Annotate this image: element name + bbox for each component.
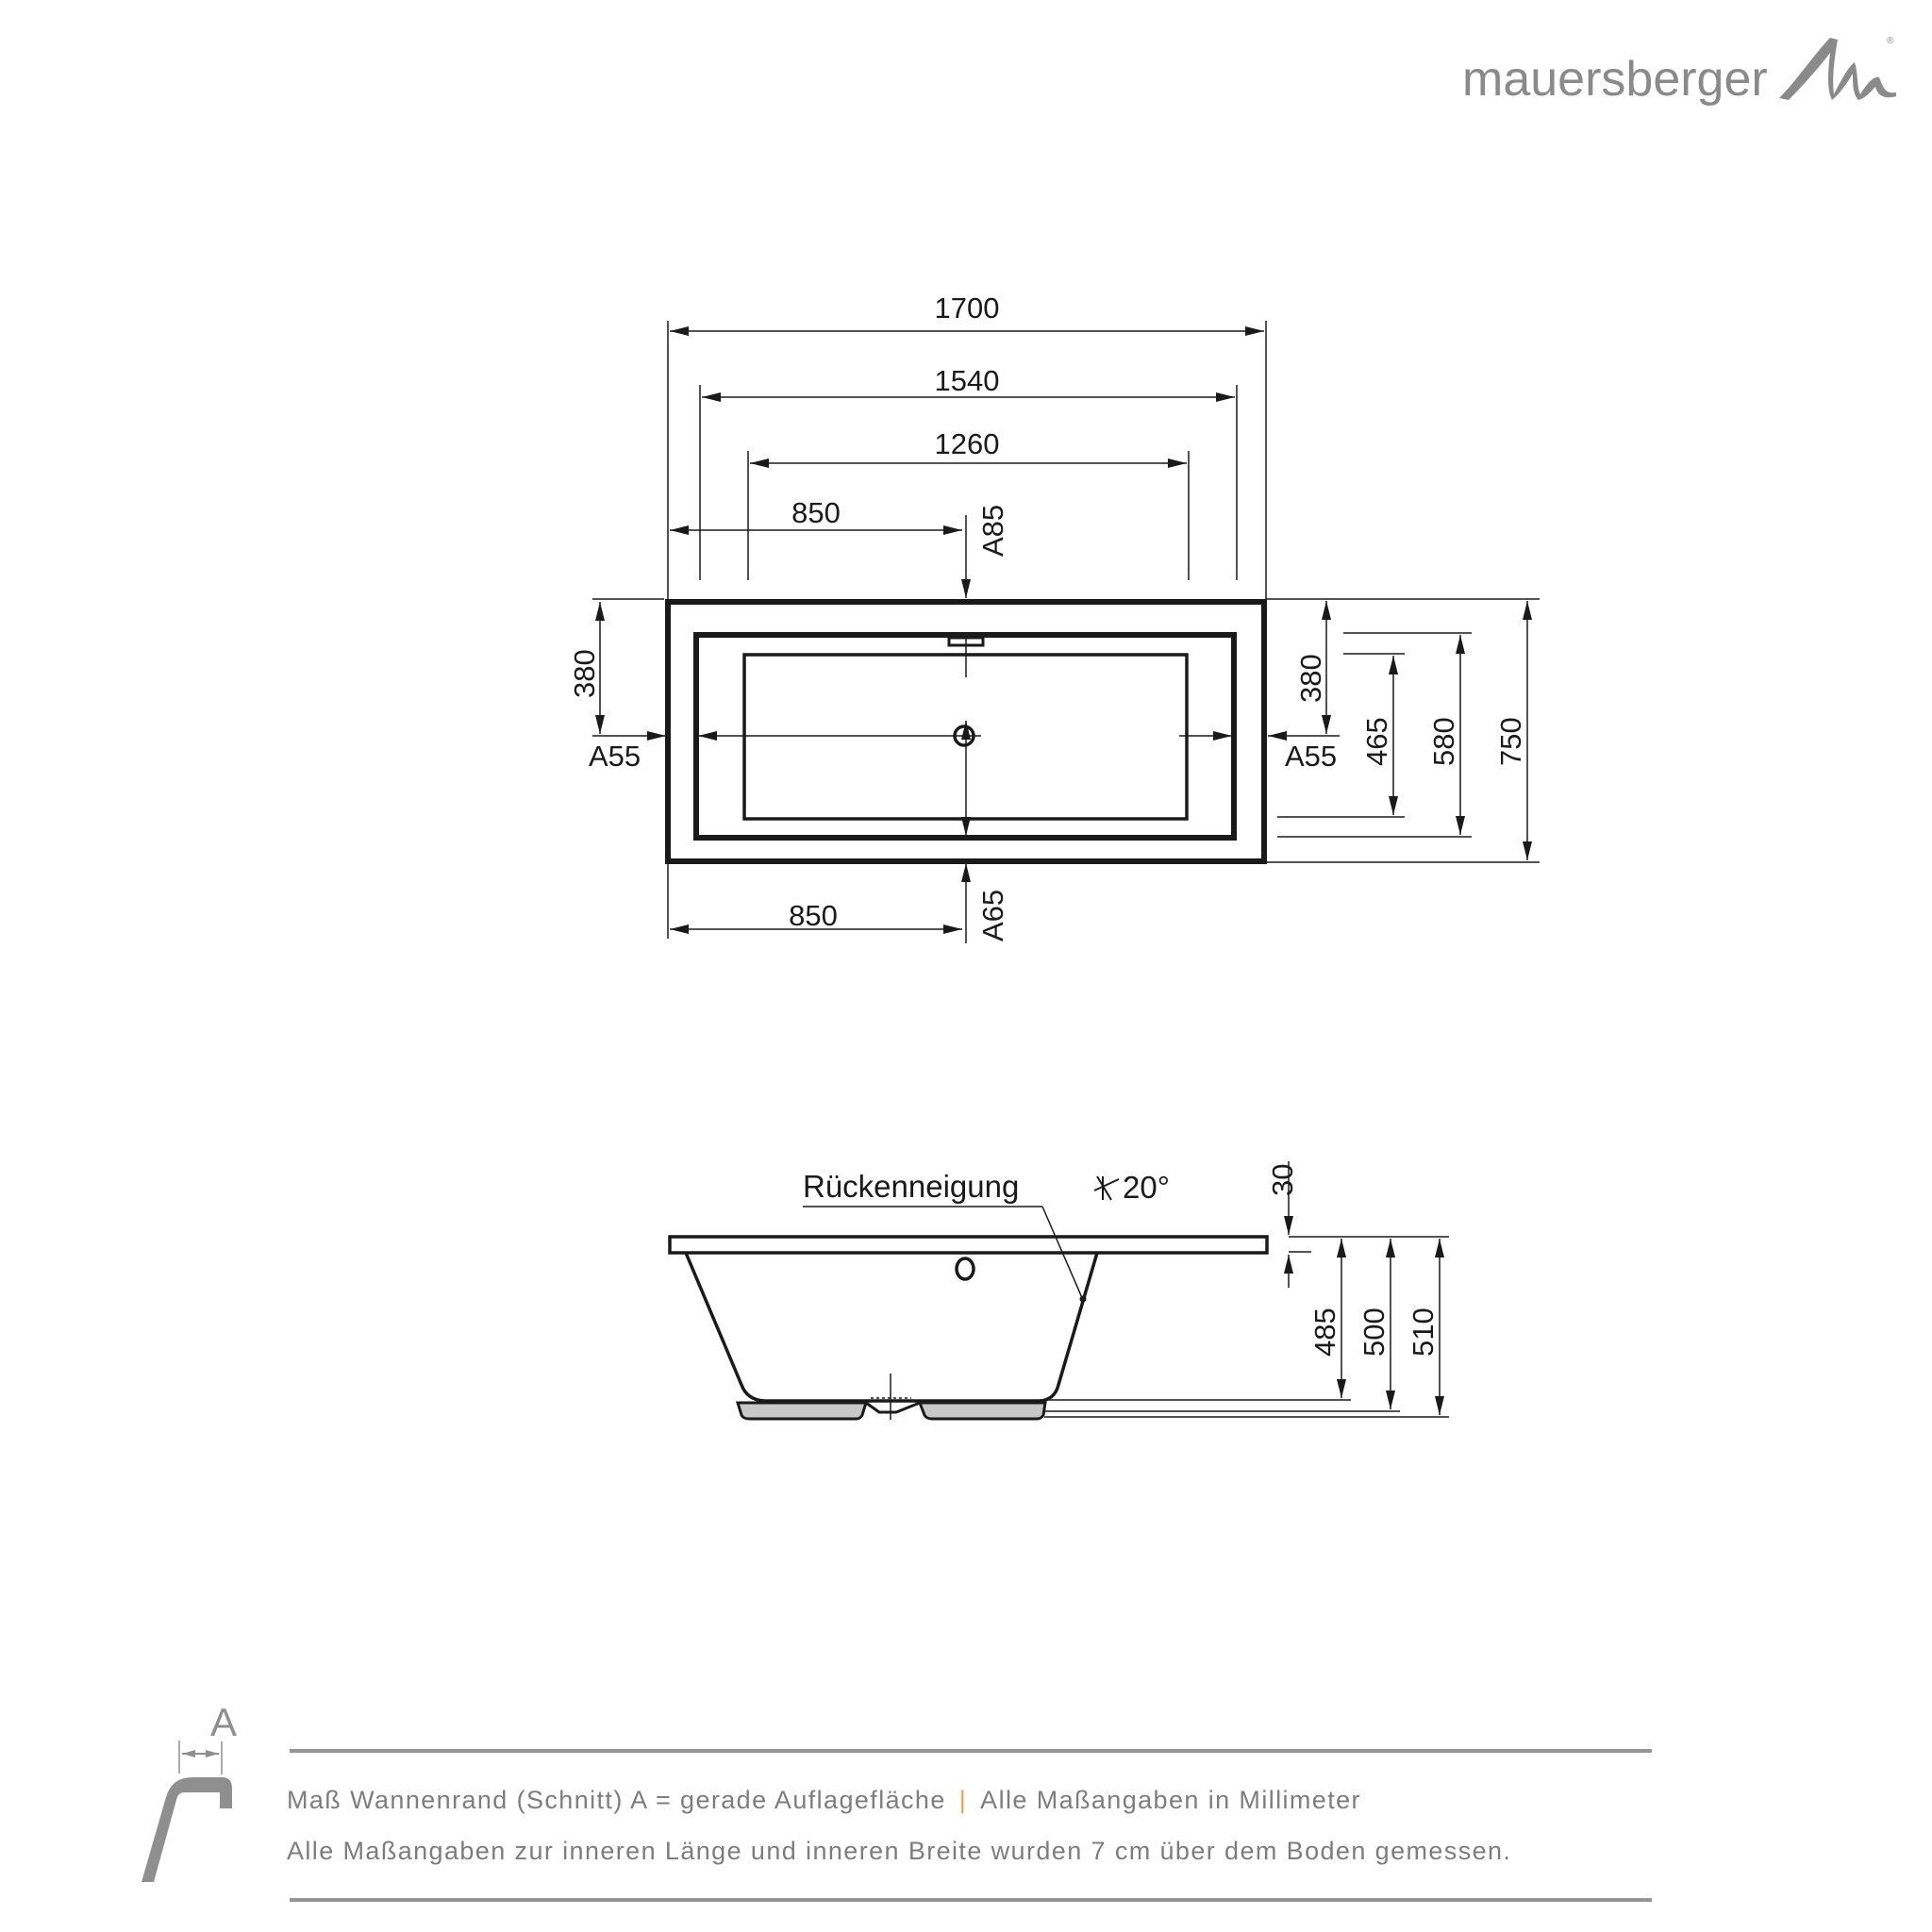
side-body	[686, 1253, 1097, 1401]
units-note: Alle Maßangaben in Millimeter	[980, 1786, 1361, 1814]
footer-rule-top	[290, 1749, 1652, 1753]
plan-view-labels	[568, 291, 1527, 941]
side-view-labels	[803, 1164, 1440, 1357]
foot-right	[920, 1403, 1045, 1419]
label-485: 485	[1308, 1307, 1341, 1357]
label-380-right: 380	[1294, 654, 1327, 703]
footer-separator: |	[958, 1786, 968, 1814]
side-rim	[670, 1237, 1267, 1253]
legend-letter-a: A	[209, 1700, 238, 1744]
label-500: 500	[1357, 1307, 1391, 1357]
label-850-top: 850	[791, 496, 841, 529]
label-a55-right: A55	[1285, 740, 1338, 773]
label-1260: 1260	[934, 427, 1000, 460]
plan-view	[592, 321, 1540, 943]
label-a55-left: A55	[589, 740, 641, 773]
rim-section-icon	[142, 1777, 232, 1882]
drain-outlet	[866, 1403, 920, 1412]
side-view	[670, 1161, 1449, 1420]
label-1700: 1700	[934, 291, 1000, 325]
label-30: 30	[1266, 1163, 1299, 1196]
back-slope-angle: 20°	[1123, 1170, 1170, 1205]
svg-text:®: ®	[1886, 36, 1894, 46]
label-850-bottom: 850	[789, 899, 838, 932]
back-slope-label: Rückenneigung	[803, 1169, 1020, 1204]
brand-name: mauersberger	[1462, 52, 1768, 107]
rim-section-legend	[142, 1700, 237, 1882]
label-a65: A65	[976, 889, 1009, 941]
label-465: 465	[1360, 717, 1393, 766]
overflow-hole-icon	[957, 1258, 974, 1279]
footer-rule-bottom	[290, 1898, 1652, 1902]
label-a85: A85	[976, 504, 1009, 557]
label-580: 580	[1427, 717, 1460, 766]
rim-note: Maß Wannenrand (Schnitt) A = gerade Auflagefläche	[287, 1786, 946, 1814]
foot-left	[738, 1403, 866, 1419]
label-510: 510	[1407, 1307, 1440, 1357]
label-1540: 1540	[934, 364, 1000, 397]
footer-line-1	[287, 1786, 1361, 1815]
label-750: 750	[1494, 717, 1527, 766]
angle-icon	[1094, 1176, 1119, 1200]
label-380-left: 380	[568, 649, 601, 698]
footer-line-2: Alle Maßangaben zur inneren Länge und inneren Breite wurden 7 cm über dem Boden gemessen.	[287, 1837, 1512, 1865]
